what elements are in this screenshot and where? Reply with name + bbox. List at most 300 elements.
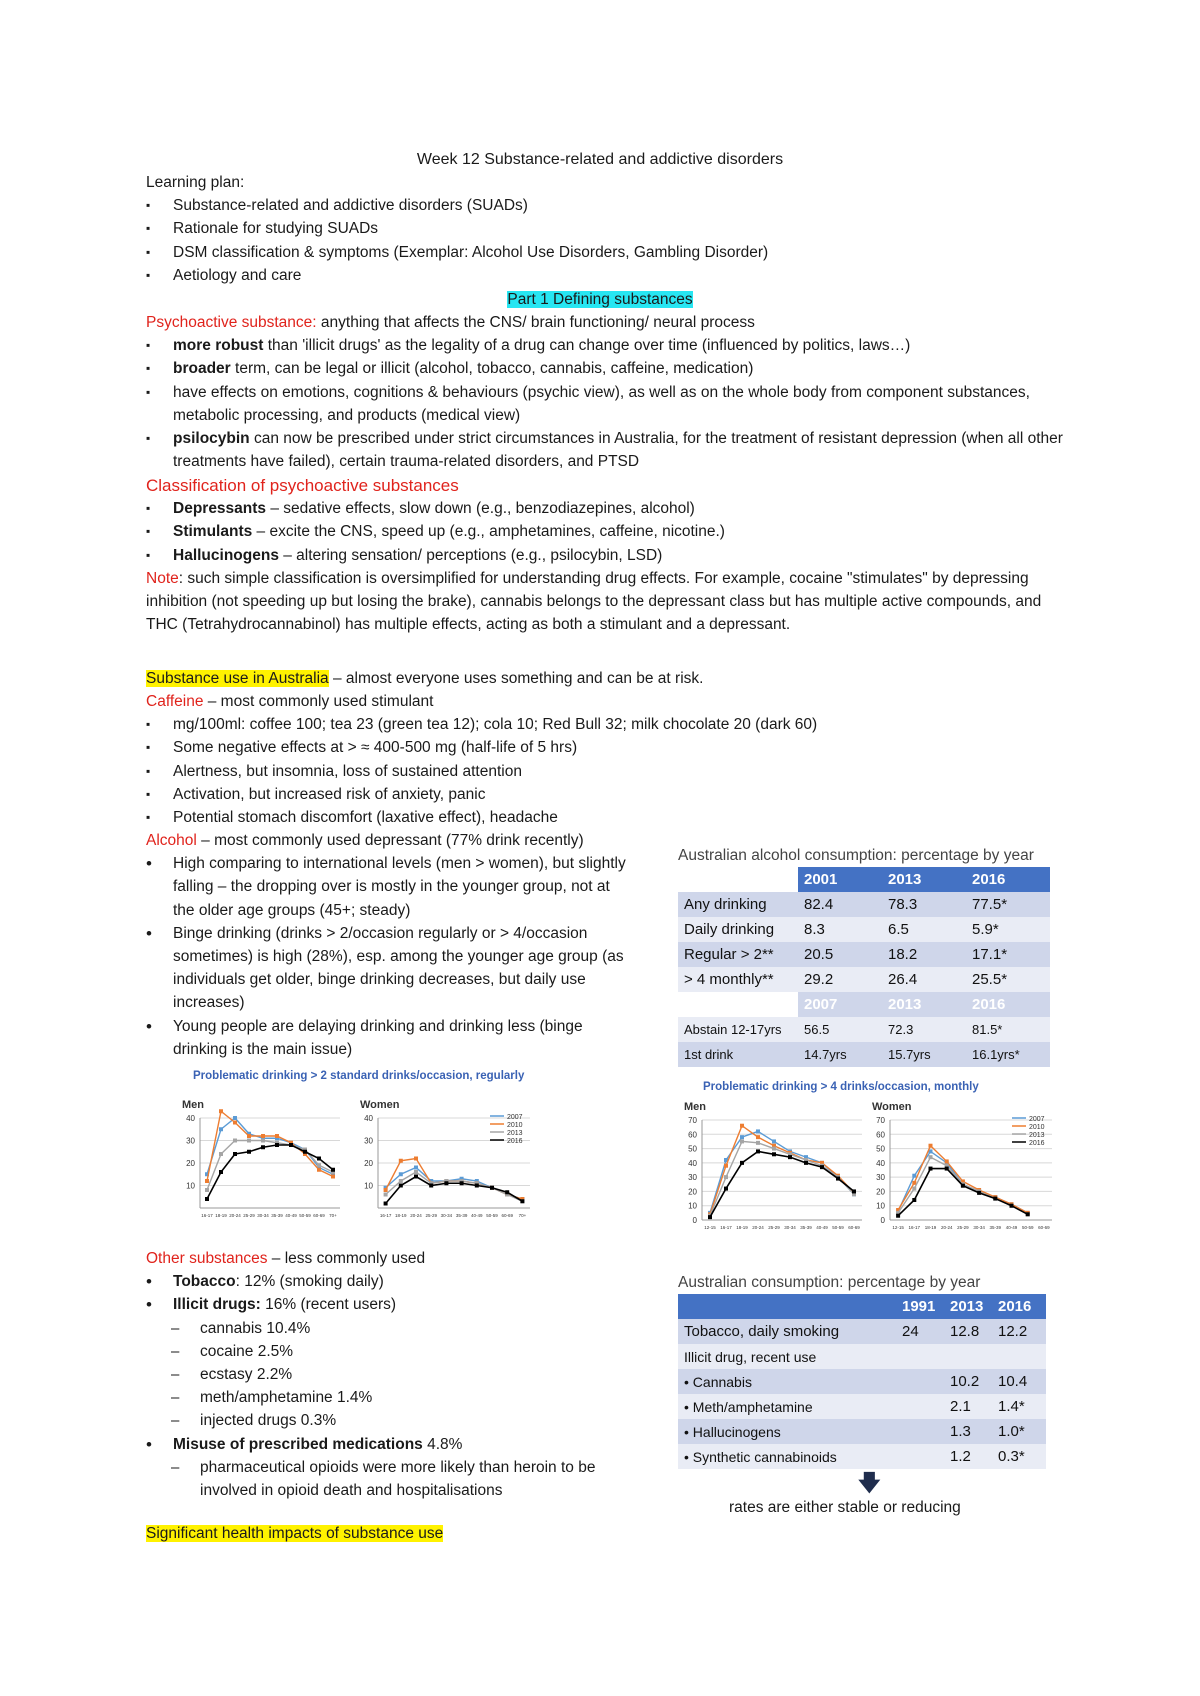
list-item [146, 427, 1066, 473]
alcohol-text: – most commonly used depressant (77% drink recently) [196, 832, 584, 849]
list-item: ▪ Rationale for studying SUADs [146, 217, 1066, 240]
header-cell: 1991 [896, 1294, 944, 1319]
alcohol-line [146, 829, 646, 852]
data-point [414, 1170, 418, 1174]
health-heading: Significant health impacts of substance use [146, 1525, 444, 1542]
y-tick-label: 0 [880, 1216, 885, 1225]
list-item: – injected drugs 0.3% [146, 1409, 646, 1432]
part1-heading: Part 1 Defining substances [507, 291, 693, 308]
y-tick-label: 50 [876, 1144, 885, 1154]
data-point [756, 1135, 760, 1139]
header-cell: 2016 [992, 1294, 1046, 1319]
table-row [678, 1394, 1046, 1419]
alcohol-section [146, 829, 646, 1061]
x-tick-label: 35-39 [455, 1213, 468, 1218]
data-point [399, 1179, 403, 1183]
data-point [756, 1141, 760, 1145]
list-item [146, 520, 1066, 543]
data-point [977, 1191, 981, 1195]
y-tick-label: 20 [364, 1159, 373, 1168]
other-heading: Other substances [146, 1250, 268, 1267]
other-line [146, 1247, 646, 1270]
data-point [444, 1181, 448, 1185]
x-tick-label: 70+ [329, 1213, 337, 1218]
bold-term: Tobacco [173, 1273, 236, 1291]
header-cell: 2013 [882, 867, 966, 892]
y-tick-label: 60 [876, 1130, 885, 1140]
legend-label: 2016 [1029, 1140, 1045, 1147]
x-tick-label: 25-29 [243, 1213, 255, 1218]
data-point [740, 1124, 744, 1128]
table-cell: 16.1yrs* [966, 1042, 1050, 1067]
table-row [678, 967, 1050, 992]
data-point [247, 1134, 251, 1138]
data-point [233, 1121, 237, 1125]
list-item [146, 1433, 646, 1456]
data-point [275, 1134, 279, 1138]
item-text: can now be prescribed under strict circumstances in Australia, for the treatment of resistant depression (when all other treatments have failed), certain trauma-related disorders, and PTSD [173, 430, 1063, 471]
consumption-table-caption: Australian consumption: percentage by year [678, 1274, 981, 1291]
table-row [678, 1042, 1050, 1067]
list-item: ▪ Alertness, but insomnia, loss of sustained attention [146, 760, 1066, 783]
data-point [331, 1175, 335, 1179]
header-cell [678, 992, 798, 1017]
classification-heading: Classification of psychoactive substances [146, 476, 459, 495]
data-point [289, 1143, 293, 1147]
table-row [678, 1369, 1046, 1394]
legend-label: 2010 [1029, 1124, 1045, 1131]
data-point [460, 1181, 464, 1185]
list-item: • Young people are delaying drinking and drinking less (binge drinking is the main issue) [146, 1015, 626, 1061]
data-point [219, 1127, 223, 1131]
table-cell: Any drinking [678, 892, 798, 917]
note-label: Note [146, 569, 179, 587]
y-tick-label: 30 [186, 1136, 195, 1146]
x-tick-label: 70+ [518, 1213, 527, 1218]
data-point [317, 1157, 321, 1161]
table-cell: 77.5* [966, 892, 1050, 917]
header-cell: 2013 [944, 1294, 992, 1319]
data-point [247, 1139, 251, 1143]
part1-wrap [0, 288, 1200, 311]
psychoactive-section [146, 311, 1066, 473]
data-point [912, 1181, 916, 1185]
table-cell: Abstain 12-17yrs [678, 1017, 798, 1042]
x-tick-label: 20-24 [410, 1213, 422, 1218]
data-point [205, 1188, 209, 1192]
data-point [820, 1165, 824, 1169]
data-point [261, 1134, 265, 1138]
y-tick-label: 20 [688, 1187, 697, 1197]
data-point [852, 1189, 856, 1193]
caffeine-line [146, 690, 1066, 713]
y-tick-label: 0 [692, 1216, 697, 1225]
bold-term: Depressants [173, 500, 267, 518]
list-item [146, 544, 1066, 567]
table-cell: • Hallucinogens [678, 1419, 896, 1444]
caffeine-text: – most commonly used stimulant [203, 693, 434, 710]
x-tick-label: 50-59 [486, 1213, 498, 1218]
list-item [146, 334, 1066, 357]
table-row [678, 1344, 1046, 1369]
list-item [146, 357, 1066, 380]
classification-list [146, 497, 1066, 567]
data-point [1010, 1204, 1014, 1208]
bold-term: Misuse of prescribed medications [173, 1435, 423, 1453]
legend-label: 2007 [1029, 1116, 1045, 1123]
learning-plan [146, 171, 1066, 287]
x-tick-label: 20-24 [940, 1225, 953, 1230]
list-item: ▪ DSM classification & symptoms (Exemplar: Alcohol Use Disorders, Gambling Disorder) [146, 241, 1066, 264]
data-point [1026, 1212, 1030, 1216]
x-tick-label: 35-39 [989, 1225, 1002, 1230]
psychoactive-definition [146, 311, 1066, 334]
x-tick-label: 35-39 [800, 1225, 812, 1230]
data-point [912, 1198, 916, 1202]
x-tick-label: 12-15 [704, 1225, 716, 1230]
data-point [331, 1168, 335, 1172]
table-header-row [678, 1294, 1046, 1319]
arrow-note: rates are either stable or reducing [729, 1499, 961, 1516]
table-cell: 20.5 [798, 942, 882, 967]
list-item: ▪ Substance-related and addictive disorders (SUADs) [146, 194, 1066, 217]
consumption-table-block [678, 1274, 1046, 1469]
data-point [772, 1139, 776, 1143]
data-point [233, 1139, 237, 1143]
panel-label: Men [684, 1101, 706, 1113]
table-cell [896, 1419, 944, 1444]
x-tick-label: 18-19 [395, 1213, 407, 1218]
panel-label: Women [360, 1099, 400, 1111]
item-text: – sedative effects, slow down (e.g., benzodiazepines, alcohol) [266, 500, 695, 518]
table-cell [896, 1344, 944, 1369]
data-point [929, 1155, 933, 1159]
x-tick-label: 16-17 [379, 1213, 392, 1218]
y-tick-label: 40 [876, 1158, 885, 1168]
table-cell: 72.3 [882, 1017, 966, 1042]
panel-label: Women [872, 1101, 912, 1113]
data-point [740, 1135, 744, 1139]
data-point [261, 1139, 265, 1143]
data-point [475, 1184, 479, 1188]
table-cell: 17.1* [966, 942, 1050, 967]
list-item: – pharmaceutical opioids were more likely than heroin to be involved in opioid death and hospitalisations [146, 1456, 626, 1502]
data-point [399, 1184, 403, 1188]
item-text: 16% (recent users) [260, 1296, 397, 1314]
caffeine-list [146, 713, 1066, 829]
y-tick-label: 40 [186, 1114, 195, 1123]
table-cell: 78.3 [882, 892, 966, 917]
data-point [945, 1167, 949, 1171]
y-tick-label: 30 [876, 1173, 885, 1183]
x-tick-label: 30-34 [784, 1225, 796, 1230]
x-tick-label: 18-19 [736, 1225, 748, 1230]
data-point [740, 1161, 744, 1165]
x-tick-label: 40-49 [816, 1225, 828, 1230]
psychoactive-term: Psychoactive substance: [146, 314, 317, 331]
data-point [708, 1215, 712, 1219]
list-item: ▪ Some negative effects at > ≈ 400-500 mg (half-life of 5 hrs) [146, 736, 1066, 759]
data-point [219, 1109, 223, 1113]
table-row [678, 942, 1050, 967]
table-cell: 24 [896, 1319, 944, 1344]
data-point [317, 1163, 321, 1167]
x-tick-label: 16-17 [201, 1213, 213, 1218]
note-text: : such simple classification is oversimplified for understanding drug effects. For example, cocaine "stimulates" by depressing inhibition (not speeding up but losing the brake), cannabis belongs to the depressant class but has multiple active compounds, and THC (Tetrahydrocannabinol) has multiple effects, acting as both a stimulant and a depressant. [146, 569, 1042, 634]
data-point [205, 1197, 209, 1201]
legend-label: 2016 [507, 1138, 523, 1145]
x-tick-label: 40-49 [1005, 1225, 1018, 1230]
legend-label: 2007 [507, 1114, 523, 1121]
series-line-2016 [710, 1151, 854, 1217]
bold-term: broader [173, 360, 231, 378]
data-point [993, 1197, 997, 1201]
data-point [896, 1214, 900, 1218]
note-paragraph [146, 567, 1066, 637]
data-point [505, 1190, 509, 1194]
list-item: – cocaine 2.5% [146, 1340, 646, 1363]
series-line-2013 [386, 1172, 523, 1201]
chart-problematic-drinking-4 [672, 1098, 1064, 1234]
data-point [804, 1161, 808, 1165]
x-tick-label: 50-59 [1021, 1225, 1034, 1230]
y-tick-label: 10 [876, 1201, 885, 1211]
table-cell: 6.5 [882, 917, 966, 942]
table-cell [992, 1344, 1046, 1369]
y-tick-label: 30 [364, 1136, 373, 1146]
x-tick-label: 60-69 [501, 1213, 513, 1218]
table-cell: 0.3* [992, 1444, 1046, 1469]
x-tick-label: 40-49 [471, 1213, 483, 1218]
list-item: • High comparing to international levels (men > women), but slightly falling – the dropping over is mostly in the younger group, not at the older age groups (45+; steady) [146, 852, 626, 922]
list-item [146, 1293, 606, 1316]
data-point [205, 1179, 209, 1183]
y-tick-label: 10 [688, 1201, 697, 1211]
classification-section [146, 474, 1066, 636]
australia-heading: Substance use in Australia [146, 670, 329, 687]
y-tick-label: 70 [876, 1116, 885, 1125]
series-line-2010 [898, 1146, 1028, 1213]
table-cell: 1st drink [678, 1042, 798, 1067]
table-header-row [678, 992, 1050, 1017]
alcohol-table [678, 867, 1050, 1067]
legend-label: 2010 [507, 1122, 523, 1129]
alcohol-heading: Alcohol [146, 832, 197, 849]
other-text: – less commonly used [267, 1250, 426, 1267]
table-cell: • Meth/amphetamine [678, 1394, 896, 1419]
item-text: – altering sensation/ perceptions (e.g., psilocybin, LSD) [278, 546, 663, 564]
x-tick-label: 25-29 [768, 1225, 780, 1230]
item-text: – excite the CNS, speed up (e.g., amphetamines, caffeine, nicotine.) [252, 523, 725, 541]
list-item: ▪ Potential stomach discomfort (laxative effect), headache [146, 806, 1066, 829]
table-cell [896, 1394, 944, 1419]
data-point [384, 1188, 388, 1192]
table-cell: 1.4* [992, 1394, 1046, 1419]
table-cell: 1.2 [944, 1444, 992, 1469]
data-point [772, 1152, 776, 1156]
caffeine-heading: Caffeine [146, 693, 204, 710]
data-point [912, 1187, 916, 1191]
series-line-2016 [207, 1145, 333, 1199]
chart1-title: Problematic drinking > 2 standard drinks/occasion, regularly [193, 1070, 525, 1082]
misuse-list [146, 1433, 646, 1456]
table-cell: Tobacco, daily smoking [678, 1319, 896, 1344]
arrow-down-icon: 🡇 [858, 1470, 881, 1495]
bold-term: psilocybin [173, 430, 250, 448]
table-row [678, 892, 1050, 917]
table-cell: Illicit drug, recent use [678, 1344, 896, 1369]
table-cell [896, 1444, 944, 1469]
data-point [836, 1177, 840, 1181]
list-item: – ecstasy 2.2% [146, 1363, 646, 1386]
table-cell: 56.5 [798, 1017, 882, 1042]
data-point [756, 1129, 760, 1133]
table-cell: 5.9* [966, 917, 1050, 942]
list-item [146, 497, 1066, 520]
y-tick-label: 60 [688, 1130, 697, 1140]
data-point [724, 1164, 728, 1168]
misuse-sublist [146, 1456, 646, 1502]
chart-problematic-drinking-2 [160, 1088, 540, 1228]
data-point [275, 1143, 279, 1147]
x-tick-label: 20-24 [229, 1213, 241, 1218]
table-cell: 25.5* [966, 967, 1050, 992]
health-line [146, 1522, 443, 1545]
panel-label: Men [182, 1099, 204, 1111]
data-point [399, 1159, 403, 1163]
other-section [146, 1247, 646, 1502]
series-line-2010 [710, 1126, 854, 1215]
table-cell: 81.5* [966, 1017, 1050, 1042]
y-tick-label: 50 [688, 1144, 697, 1154]
table-cell: 10.2 [944, 1369, 992, 1394]
data-point [929, 1144, 933, 1148]
data-point [414, 1157, 418, 1161]
table-row [678, 1319, 1046, 1344]
bold-term: Illicit drugs: [173, 1296, 261, 1314]
table-row [678, 917, 1050, 942]
data-point [414, 1175, 418, 1179]
psychoactive-text: anything that affects the CNS/ brain functioning/ neural process [316, 314, 755, 331]
x-tick-label: 60-69 [1038, 1225, 1050, 1230]
data-point [233, 1152, 237, 1156]
table-cell: 18.2 [882, 942, 966, 967]
item-text: : 12% (smoking daily) [235, 1273, 384, 1291]
data-point [317, 1168, 321, 1172]
data-point [772, 1147, 776, 1151]
item-text: 4.8% [422, 1435, 463, 1453]
data-point [912, 1174, 916, 1178]
list-item: ▪ Activation, but increased risk of anxiety, panic [146, 783, 1066, 806]
x-tick-label: 60-69 [848, 1225, 860, 1230]
list-item: – meth/amphetamine 1.4% [146, 1386, 646, 1409]
learning-plan-list [146, 194, 1066, 287]
list-item: • Binge drinking (drinks > 2/occasion regularly or > 4/occasion sometimes) is high (28%), esp. among the younger age group (as individuals get older, binge drinking decreases, but daily use increases) [146, 922, 626, 1015]
data-point [261, 1145, 265, 1149]
data-point [414, 1166, 418, 1170]
table-row [678, 1419, 1046, 1444]
data-point [384, 1193, 388, 1197]
table-row [678, 1017, 1050, 1042]
table-cell: 8.3 [798, 917, 882, 942]
page-title: Week 12 Substance-related and addictive disorders [416, 151, 784, 168]
x-tick-label: 40-49 [285, 1213, 297, 1218]
data-point [724, 1175, 728, 1179]
table-cell: Daily drinking [678, 917, 798, 942]
x-tick-label: 25-29 [957, 1225, 969, 1230]
y-tick-label: 10 [186, 1181, 195, 1191]
data-point [233, 1116, 237, 1120]
item-text: term, can be legal or illicit (alcohol, tobacco, cannabis, caffeine, medication) [230, 360, 754, 378]
x-tick-label: 16-17 [720, 1225, 732, 1230]
series-line-2010 [386, 1159, 523, 1200]
alcohol-table-caption: Australian alcohol consumption: percentage by year [678, 847, 1034, 864]
bold-term: more robust [173, 337, 264, 355]
data-point [384, 1202, 388, 1206]
alcohol-list [146, 852, 646, 1061]
table-cell: 1.3 [944, 1419, 992, 1444]
x-tick-label: 50-59 [299, 1213, 311, 1218]
list-item: ▪ mg/100ml: coffee 100; tea 23 (green tea 12); cola 10; Red Bull 32; milk chocolate 20 (dark 60) [146, 713, 1066, 736]
table-cell: • Synthetic cannabinoids [678, 1444, 896, 1469]
header-cell: 2007 [798, 992, 882, 1017]
header-cell: 2013 [882, 992, 966, 1017]
y-tick-label: 20 [186, 1159, 195, 1168]
table-cell: 29.2 [798, 967, 882, 992]
y-tick-label: 40 [688, 1158, 697, 1168]
bold-term: Stimulants [173, 523, 253, 541]
data-point [247, 1150, 251, 1154]
y-tick-label: 40 [364, 1114, 373, 1123]
list-item [146, 1270, 606, 1293]
table-cell: 12.8 [944, 1319, 992, 1344]
x-tick-label: 30-34 [440, 1213, 453, 1218]
list-item: ▪ have effects on emotions, cognitions & behaviours (psychic view), as well as on the whole body from component substances, metabolic processing, and products (medical view) [146, 381, 1066, 427]
list-item: – cannabis 10.4% [146, 1317, 646, 1340]
illicit-list [146, 1317, 646, 1433]
x-tick-label: 35-39 [271, 1213, 283, 1218]
table-cell: 10.4 [992, 1369, 1046, 1394]
australia-text: – almost everyone uses something and can be at risk. [328, 670, 704, 687]
header-cell: 2001 [798, 867, 882, 892]
legend-label: 2013 [1029, 1132, 1045, 1139]
data-point [219, 1152, 223, 1156]
y-tick-label: 10 [364, 1181, 373, 1191]
table-cell: 12.2 [992, 1319, 1046, 1344]
header-cell: 2016 [966, 992, 1050, 1017]
psychoactive-list [146, 334, 1066, 473]
item-text: than 'illicit drugs' as the legality of a drug can change over time (influenced by politics, laws…) [263, 337, 911, 355]
data-point [399, 1172, 403, 1176]
table-cell: • Cannabis [678, 1369, 896, 1394]
alcohol-table-block [678, 847, 1050, 1067]
x-tick-label: 20-24 [752, 1225, 764, 1230]
data-point [945, 1159, 949, 1163]
table-header-row [678, 867, 1050, 892]
header-cell [678, 1294, 896, 1319]
data-point [303, 1150, 307, 1154]
legend-label: 2013 [507, 1130, 523, 1137]
bold-term: Hallucinogens [173, 546, 279, 564]
table-cell: 15.7yrs [882, 1042, 966, 1067]
x-tick-label: 60-69 [313, 1213, 325, 1218]
table-cell [944, 1344, 992, 1369]
x-tick-label: 25-29 [425, 1213, 437, 1218]
table-cell: 82.4 [798, 892, 882, 917]
data-point [520, 1199, 524, 1203]
data-point [490, 1186, 494, 1190]
y-tick-label: 70 [688, 1116, 697, 1125]
